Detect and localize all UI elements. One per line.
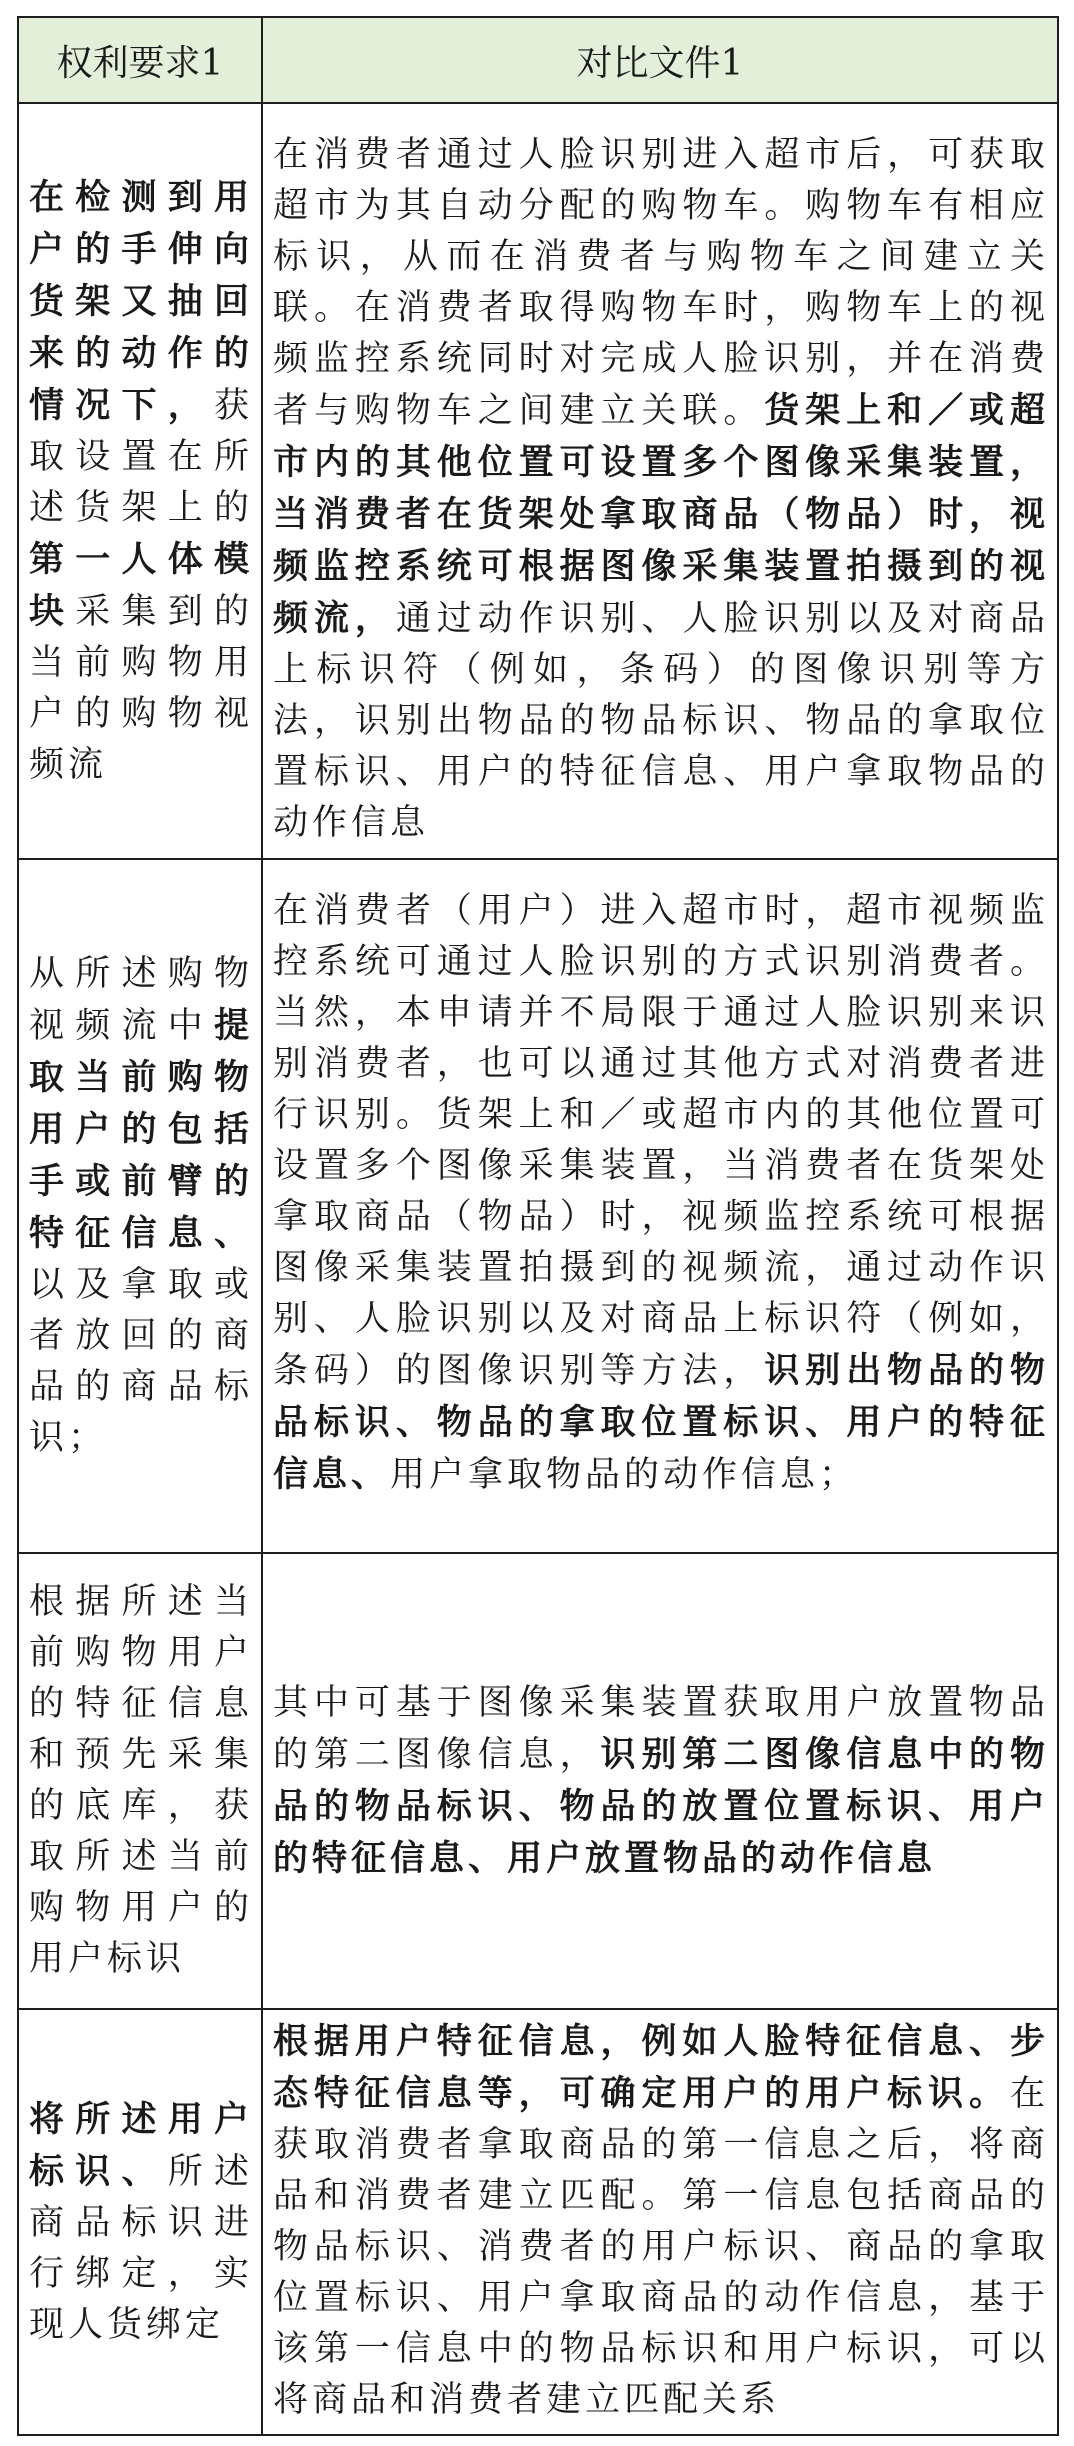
- table-row: [18, 2009, 1058, 2435]
- comparison-table: [17, 16, 1059, 2436]
- claim-text: 采集到的当前购物用户的购物视频流: [29, 591, 253, 785]
- table-row: [18, 1553, 1058, 2009]
- reference-text: 其中可基于图像采集装置获取用户放置物品的第二图像信息，: [273, 1682, 1049, 1775]
- reference-text: 在消费者通过人脸识别进入超市后，可获取超市为其自动分配的购物车。购物车有相应标识，从而在消费者与购物车之间建立关联。在消费者取得购物车时，购物车上的视频监控系统同时对完成人脸识别，并在消费者与购物车之间建立关联。: [273, 135, 1049, 431]
- reference-text: 通过动作识别、人脸识别以及对商品上标识符（例如，条码）的图像识别等方法，识别出物品的物品标识、物品的拿取位置标识、用户的特征信息、用户拿取物品的动作信息: [273, 599, 1049, 843]
- claim-cell: [18, 1553, 262, 2009]
- claim-text: 获取设置在所述货架上的: [29, 385, 253, 528]
- reference-cell: [262, 103, 1058, 859]
- reference-cell: [262, 2009, 1058, 2435]
- claim-cell: [18, 2009, 262, 2435]
- reference-text: 货架上和／或超市内的其他位置可设置多个图像采集装置，当消费者在货架处拿取商品（物品）时，视频监控系统可根据图像采集装置拍摄到的视频流，: [273, 390, 1049, 639]
- claim-text: 提取当前购物用户的包括手或前臂的特征信息、: [29, 1004, 253, 1254]
- claim-text: 以及拿取或者放回的商品的商品标识；: [29, 1264, 253, 1458]
- header-reference: 对比文件1: [262, 17, 1058, 103]
- reference-text: 识别第二图像信息中的物品的物品标识、物品的放置位置标识、用户的特征信息、用户放置物品的动作信息: [273, 1733, 1049, 1879]
- reference-cell: [262, 1553, 1058, 2009]
- claim-text: 第一人体模块: [29, 538, 253, 632]
- claim-text: 在检测到用户的手伸向货架又抽回来的动作的情况下，: [29, 176, 253, 426]
- reference-text: 识别出物品的物品标识、物品的拿取位置标识、用户的特征信息、: [273, 1350, 1049, 1495]
- table-row: [18, 859, 1058, 1553]
- claim-text: 将所述用户标识、: [29, 2098, 253, 2192]
- reference-text: 根据用户特征信息，例如人脸特征信息、步态特征信息等，可确定用户的用户标识。: [273, 2021, 1049, 2114]
- claim-text: 根据所述当前购物用户的特征信息和预先采集的底库，获取所述当前购物用户的用户标识: [29, 1582, 253, 1979]
- header-row: [18, 17, 1058, 103]
- reference-text: 在消费者（用户）进入超市时，超市视频监控系统可通过人脸识别的方式识别消费者。当然，本申请并不局限于通过人脸识别来识别消费者，也可以通过其他方式对消费者进行识别。货架上和／或超市内的其他位置可设置多个图像采集装置，当消费者在货架处拿取商品（物品）时，视频监控系统可根据图像采集装置拍摄到的视频流，通过动作识别、人脸识别以及对商品上标识符（例如，条码）的图像识别等方法，: [273, 891, 1049, 1391]
- table-row: [18, 103, 1058, 859]
- claim-text: 从所述购物视频流中: [29, 953, 253, 1046]
- header-claim: 权利要求1: [18, 17, 262, 103]
- reference-text: 在获取消费者拿取商品的第一信息之后，将商品和消费者建立匹配。第一信息包括商品的物品标识、消费者的用户标识、商品的拿取位置标识、用户拿取商品的动作信息，基于该第一信息中的物品标识和用户标识，可以将商品和消费者建立匹配关系: [273, 2074, 1049, 2420]
- claim-text: 所述商品标识进行绑定，实现人货绑定: [29, 2151, 253, 2345]
- reference-text: 用户拿取物品的动作信息；: [390, 1455, 859, 1495]
- claim-cell: [18, 103, 262, 859]
- claim-cell: [18, 859, 262, 1553]
- reference-cell: [262, 859, 1058, 1553]
